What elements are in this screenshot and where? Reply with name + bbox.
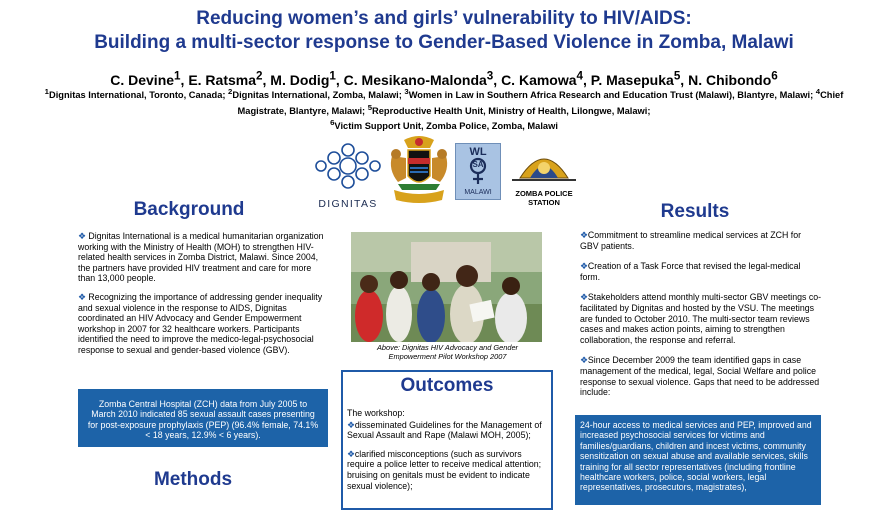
author: M. Dodig$^1$,: [270, 69, 344, 88]
background-highlight-text: Zomba Central Hospital (ZCH) data from July 2005 to March 2010 indicated 85 sexual assault cases presenting for post-exposure prophylaxis (PEP) (96.4% female, 74.1% < 18 years, 12.9% < 6 years).: [87, 399, 319, 441]
outcomes-item: ❖clarified misconceptions (such as survivors require a police letter to receive medical attention; bruising on genitals must be evident to indicate sexual violence);: [347, 448, 542, 491]
affiliations: [40, 86, 848, 133]
affiliation: $^4$Chief Magistrate, Blantyre, Malawi;: [237, 87, 844, 116]
background-text: [78, 231, 326, 364]
affiliation: $^3$Women in Law in Southern Africa Research and Education Trust (Malawi), Blantyre, Malawi;: [404, 87, 816, 101]
author: P. Masepuka$^5$,: [590, 69, 689, 88]
author: C. Mesikano-Malonda$^3$,: [343, 69, 502, 88]
affiliation: $^1$Dignitas International, Toronto, Canada;: [44, 87, 229, 101]
bullet-diamond-icon: ❖: [580, 292, 588, 303]
results-item: ❖Stakeholders attend monthly multi-sector GBV meetings co-facilitated by Dignitas and hosted by the VSU. The meetings are funded to October 2010. The multi-sector team reviews cases and makes action points, aiming to strengthen collaboration, the response and referral.: [580, 292, 822, 345]
dignitas-circles-icon: [312, 142, 384, 190]
author: N. Chibondo$^6$: [688, 69, 778, 88]
results-text: [580, 230, 822, 406]
outcomes-box: [341, 370, 553, 510]
outcomes-heading: Outcomes: [400, 375, 494, 396]
results-item: ❖Creation of a Task Force that revised the legal-medical form.: [580, 261, 801, 282]
affiliation: $^5$Reproductive Health Unit, Ministry of Health, Lilongwe, Malawi;: [367, 102, 651, 116]
affiliation: $^2$Dignitas International, Zomba, Malawi;: [228, 87, 405, 101]
background-paragraph: ❖ Dignitas International is a medical humanitarian organization working with the Ministry of Health (MOH) to strengthen HIV-related health services in Zomba District, Malawi. Since 2004, the partners have provided HIV treatment and care for more than 13,000 people.: [78, 231, 324, 284]
author: C. Devine$^1$,: [110, 69, 189, 88]
outcomes-intro: The workshop:: [347, 408, 405, 418]
bullet-diamond-icon: ❖: [580, 230, 588, 240]
bullet-diamond-icon: ❖: [78, 231, 86, 241]
results-item: ❖Commitment to streamline medical services at ZCH for GBV patients.: [580, 230, 802, 251]
photo-caption: Above: Dignitas HIV Advocacy and Gender Empowerment Pilot Workshop 2007: [376, 343, 519, 361]
police-badge-icon: [506, 146, 582, 182]
results-item: ❖Since December 2009 the team identified gaps in case management of the medical, legal, Social Welfare and police response to sexual violence. Gaps that need to be addressed include:: [580, 355, 820, 398]
wlsa-sa: SA: [472, 160, 484, 169]
bullet-diamond-icon: ❖: [580, 261, 588, 272]
author: E. Ratsma$^2$,: [188, 69, 271, 88]
background-paragraph: ❖ Recognizing the importance of addressing gender inequality and sexual violence in the response to AIDS, Dignitas coordinated an HIV Advocacy and Gender Empowerment workshop in 2007 for 32 healthcare workers. Participants identified the need to improve the medico-legal-psychosocial response to sexual and gender-based violence (GBV).: [78, 291, 323, 355]
workshop-photo: [351, 232, 542, 342]
results-highlight-text: 24-hour access to medical services and PEP, improved and increased psychosocial services for victims and families/guardians, children and incest victims, community sensitization on sexual abuse and available services, skills training for all sector representatives (including frontline healthcare workers, police, social workers, legal representatives, prosecutors, magistrates),: [580, 420, 812, 493]
dignitas-wordmark: DIGNITAS: [318, 198, 378, 210]
bullet-diamond-icon: ❖: [347, 448, 355, 459]
bullet-diamond-icon: ❖: [580, 355, 588, 366]
zomba-police-logo: [506, 146, 582, 208]
police-line-1: ZOMBA POLICE: [515, 189, 573, 198]
bullet-diamond-icon: ❖: [78, 291, 86, 302]
wlsa-country: MALAWI: [464, 189, 492, 196]
author: C. Kamowa$^4$,: [501, 69, 591, 88]
background-highlight-box: [78, 389, 328, 447]
methods-heading: Methods: [153, 469, 233, 490]
wlsa-malawi-logo: [455, 143, 501, 200]
author-list: [0, 69, 888, 88]
malawi-coat-of-arms: [384, 134, 454, 208]
affiliation: $^6$Victim Support Unit, Zomba Police, Zomba, Malawi: [330, 118, 558, 132]
dignitas-logo: [312, 142, 384, 210]
outcomes-item: ❖disseminated Guidelines for the Management of Sexual Assault and Rape (Malawi MOH, 2005);: [347, 419, 542, 441]
poster-title-line-1: Reducing women’s and girls’ vulnerability to HIV/AIDS:: [196, 8, 692, 29]
background-heading: Background: [133, 199, 245, 220]
results-highlight-box: [575, 415, 821, 505]
police-line-2: STATION: [528, 198, 560, 207]
bullet-diamond-icon: ❖: [347, 419, 355, 430]
outcomes-text: [347, 408, 549, 499]
results-heading: Results: [660, 201, 730, 222]
poster-title-line-2: Building a multi-sector response to Gender-Based Violence in Zomba, Malawi: [94, 32, 794, 53]
wlsa-wl: WL: [469, 146, 487, 158]
